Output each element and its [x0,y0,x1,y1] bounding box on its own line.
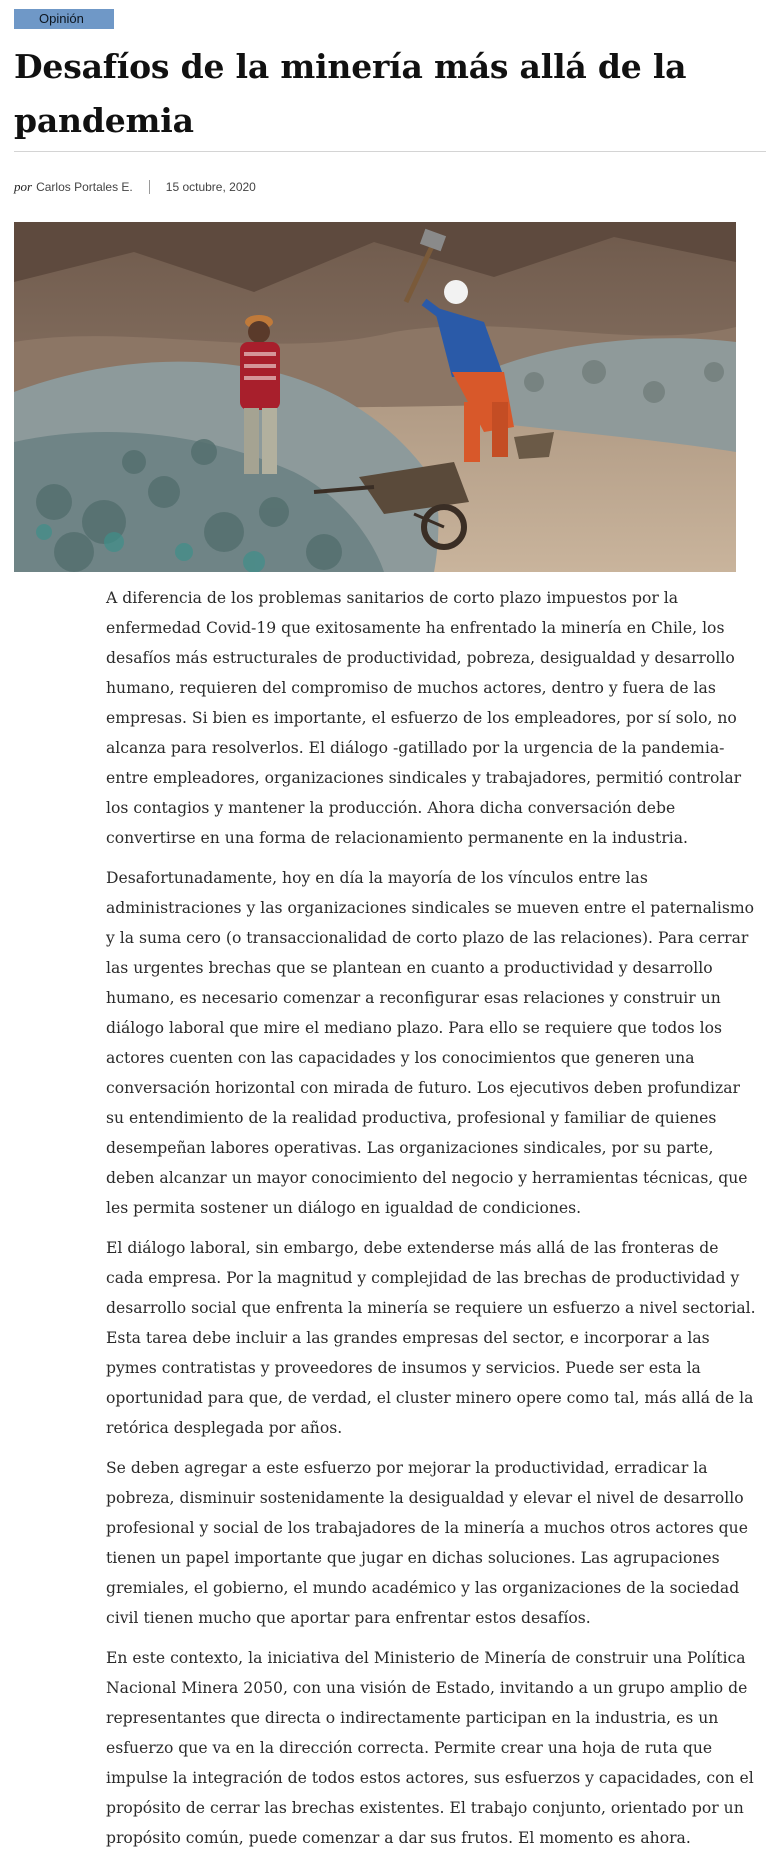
byline [14,178,256,196]
article-title: Desafíos de la minería más allá de la pandemia [14,47,687,140]
article-paragraph: En este contexto, la iniciativa del Ministerio de Minería de construir una Política Nacional Minera 2050, con una visión de Estado, invitando a un grupo amplio de representantes que directa o indirectamente participan en la industria, es un esfuerzo que va en la dirección correcta. Permite crear una hoja de ruta que impulse la integración de todos estos actores, sus esfuerzos y capacidades, con el propósito de cerrar las brechas existentes. El trabajo conjunto, orientado por un propósito común, puede comenzar a dar sus frutos. El momento es ahora. [106,1649,754,1847]
category-badge[interactable]: Opinión [14,9,114,29]
article-body [106,583,756,1863]
article-paragraph: El diálogo laboral, sin embargo, debe extenderse más allá de las fronteras de cada empresa. Por la magnitud y complejidad de las brechas de productividad y desarrollo social que enfrenta la minería se requiere un esfuerzo a nivel sectorial. Esta tarea debe incluir a las grandes empresas del sector, e incorporar a las pymes contratistas y proveedores de insumos y servicios. Puede ser esta la oportunidad para que, de verdad, el cluster minero opere como tal, más allá de la retórica desplegada por años. [106,1239,756,1437]
byline-separator [149,180,150,194]
author-link[interactable]: Carlos Portales E. [36,180,133,194]
publish-date: 15 octubre, 2020 [165,180,256,194]
hero-photo [14,222,736,572]
title-divider [14,151,766,152]
article-paragraph: Desafortunadamente, hoy en día la mayoría de los vínculos entre las administraciones y las organizaciones sindicales se mueven entre el paternalismo y la suma cero (o transaccionalidad de corto plazo de las relaciones). Para cerrar las urgentes brechas que se plantean en cuanto a productividad y desarrollo humano, es necesario comenzar a reconfigurar esas relaciones y construir un diálogo laboral que mire el mediano plazo. Para ello se requiere que todos los actores cuenten con las capacidades y los conocimientos que generen una conversación horizontal con mirada de futuro. Los ejecutivos deben profundizar su entendimiento de la realidad productiva, profesional y familiar de quienes desempeñan labores operativas. Las organizaciones sindicales, por su parte, deben alcanzar un mayor conocimiento del negocio y herramientas técnicas, que les permita sostener un diálogo en igualdad de condiciones. [106,869,755,1217]
mining-workers-illustration [14,222,736,572]
byline-prefix: por [14,179,33,194]
article-paragraph: A diferencia de los problemas sanitarios de corto plazo impuestos por la enfermedad Covid-19 que exitosamente ha enfrentado la minería en Chile, los desafíos más estructurales de productividad, pobreza, desigualdad y desarrollo humano, requieren del compromiso de muchos actores, dentro y fuera de las empresas. Si bien es importante, el esfuerzo de los empleadores, por sí solo, no alcanza para resolverlos. El diálogo -gatillado por la urgencia de la pandemia- entre empleadores, organizaciones sindicales y trabajadores, permitió controlar los contagios y mantener la producción. Ahora dicha conversación debe convertirse en una forma de relacionamiento permanente en la industria. [106,589,742,847]
article-paragraph: Se deben agregar a este esfuerzo por mejorar la productividad, erradicar la pobreza, disminuir sostenidamente la desigualdad y elevar el nivel de desarrollo profesional y social de los trabajadores de la minería a muchos otros actores que tienen un papel importante que jugar en dichas soluciones. Las agrupaciones gremiales, el gobierno, el mundo académico y las organizaciones de la sociedad civil tienen mucho que aportar para enfrentar estos desafíos. [106,1459,748,1627]
